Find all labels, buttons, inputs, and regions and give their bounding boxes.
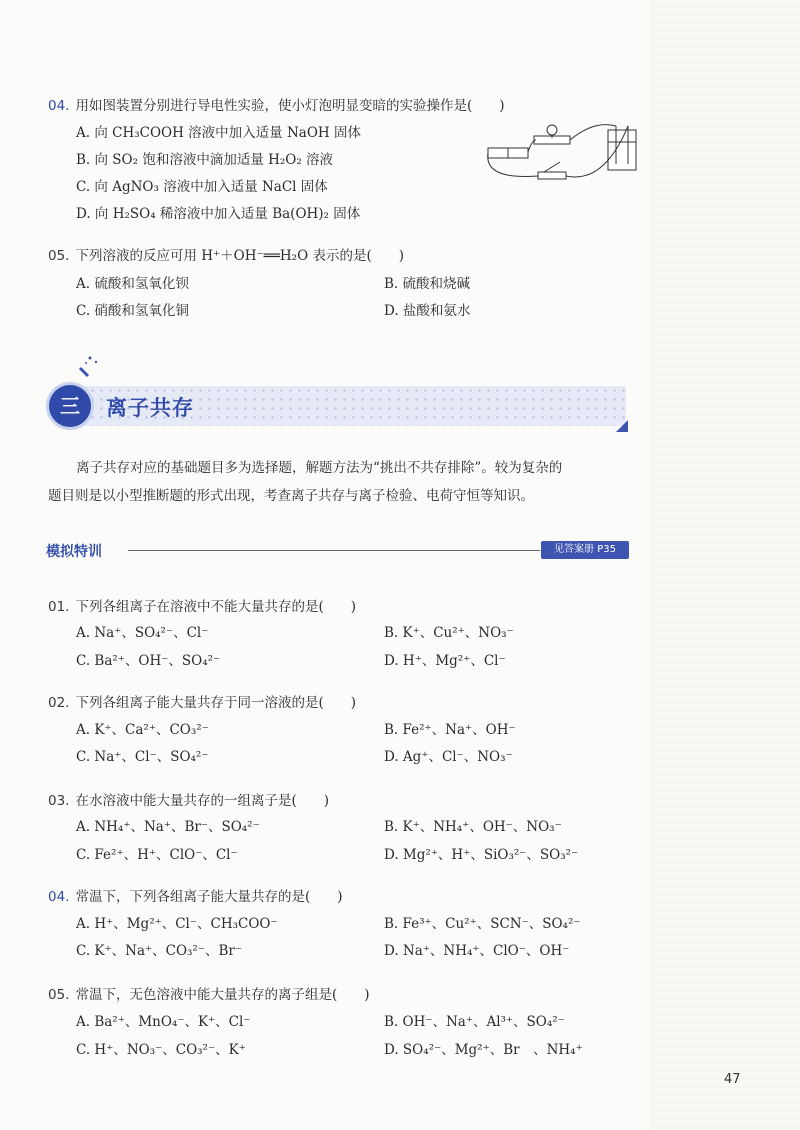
- question-text: 用如图装置分别进行导电性实验，使小灯泡明显变暗的实验操作是( ): [75, 98, 505, 114]
- answer-reference-tag: 见答案册 P35: [541, 541, 629, 559]
- option-a: A. NH₄⁺、Na⁺、Br⁻、SO₄²⁻: [76, 819, 260, 835]
- option-c: C. H⁺、NO₃⁻、CO₃²⁻、K⁺: [76, 1042, 246, 1058]
- question-number: 01.: [48, 599, 70, 615]
- conductivity-apparatus-figure: [484, 120, 644, 192]
- option-c: C. Ba²⁺、OH⁻、SO₄²⁻: [76, 653, 221, 669]
- question-number: 04.: [48, 889, 70, 905]
- option-d: D. Mg²⁺、H⁺、SiO₃²⁻、SO₃²⁻: [384, 847, 579, 863]
- option-a: A. 向 CH₃COOH 溶液中加入适量 NaOH 固体: [76, 125, 361, 141]
- option-b: B. K⁺、Cu²⁺、NO₃⁻: [384, 625, 514, 641]
- option-c: C. Na⁺、Cl⁻、SO₄²⁻: [76, 749, 209, 765]
- option-d: D. 向 H₂SO₄ 稀溶液中加入适量 Ba(OH)₂ 固体: [76, 206, 361, 222]
- question-number: 03.: [48, 793, 70, 809]
- question-text: 下列溶液的反应可用 H⁺＋OH⁻══H₂O 表示的是( ): [75, 248, 404, 264]
- practice-title: 模拟特训: [46, 544, 102, 560]
- option-c: C. Fe²⁺、H⁺、ClO⁻、Cl⁻: [76, 847, 238, 863]
- question-text: 在水溶液中能大量共存的一组离子是( ): [75, 793, 330, 809]
- question-04-stem: [48, 94, 505, 114]
- section-number: 三: [60, 394, 80, 418]
- page-edge-texture: [650, 0, 800, 1130]
- question-text: 下列各组离子能大量共存于同一溶液的是( ): [75, 695, 357, 711]
- option-d: D. H⁺、Mg²⁺、Cl⁻: [384, 653, 506, 669]
- question-number: 02.: [48, 695, 70, 711]
- option-c: C. 硝酸和氢氧化铜: [76, 303, 189, 319]
- question-03-stem: [48, 789, 329, 809]
- option-c: C. 向 AgNO₃ 溶液中加入适量 NaCl 固体: [76, 179, 328, 195]
- option-d: D. SO₄²⁻、Mg²⁺、Br 、NH₄⁺: [384, 1042, 583, 1058]
- option-b: B. Fe²⁺、Na⁺、OH⁻: [384, 722, 516, 738]
- option-b: B. OH⁻、Na⁺、Al³⁺、SO₄²⁻: [384, 1014, 565, 1030]
- option-a: A. Ba²⁺、MnO₄⁻、K⁺、Cl⁻: [76, 1014, 251, 1030]
- section-intro: [48, 454, 633, 510]
- question-01-stem: [48, 595, 356, 615]
- page-number: 47: [724, 1072, 741, 1087]
- option-d: D. Na⁺、NH₄⁺、ClO⁻、OH⁻: [384, 943, 570, 959]
- question-number: 05.: [48, 248, 70, 264]
- option-d: D. Ag⁺、Cl⁻、NO₃⁻: [384, 749, 513, 765]
- option-b: B. 向 SO₂ 饱和溶液中滴加适量 H₂O₂ 溶液: [76, 152, 334, 168]
- option-b: B. K⁺、NH₄⁺、OH⁻、NO₃⁻: [384, 819, 562, 835]
- question-02-stem: [48, 691, 356, 711]
- question-text: 常温下，无色溶液中能大量共存的离子组是( ): [75, 987, 370, 1003]
- option-a: A. 硫酸和氢氧化钡: [76, 276, 189, 292]
- option-b: B. 硫酸和烧碱: [384, 276, 471, 292]
- section-title: 离子共存: [106, 396, 194, 420]
- question-04-stem: [48, 885, 343, 905]
- question-05-stem: [48, 983, 370, 1003]
- intro-line: 离子共存对应的基础题目多为选择题，解题方法为“挑出不共存排除”。较为复杂的: [76, 460, 563, 476]
- intro-line: 题目则是以小型推断题的形式出现，考查离子共存与离子检验、电荷守恒等知识。: [48, 488, 534, 504]
- option-c: C. K⁺、Na⁺、CO₃²⁻、Br⁻: [76, 943, 242, 959]
- option-d: D. 盐酸和氨水: [384, 303, 471, 319]
- question-number: 04.: [48, 98, 70, 114]
- practice-divider: [128, 550, 540, 551]
- question-text: 下列各组离子在溶液中不能大量共存的是( ): [75, 599, 357, 615]
- question-text: 常温下，下列各组离子能大量共存的是( ): [75, 889, 343, 905]
- banner-fold: [616, 420, 628, 432]
- question-number: 05.: [48, 987, 70, 1003]
- question-05-stem: [48, 244, 404, 264]
- option-b: B. Fe³⁺、Cu²⁺、SCN⁻、SO₄²⁻: [384, 916, 581, 932]
- option-a: A. K⁺、Ca²⁺、CO₃²⁻: [76, 722, 209, 738]
- option-a: A. H⁺、Mg²⁺、Cl⁻、CH₃COO⁻: [76, 916, 278, 932]
- section-banner: [46, 380, 628, 432]
- option-a: A. Na⁺、SO₄²⁻、Cl⁻: [76, 625, 209, 641]
